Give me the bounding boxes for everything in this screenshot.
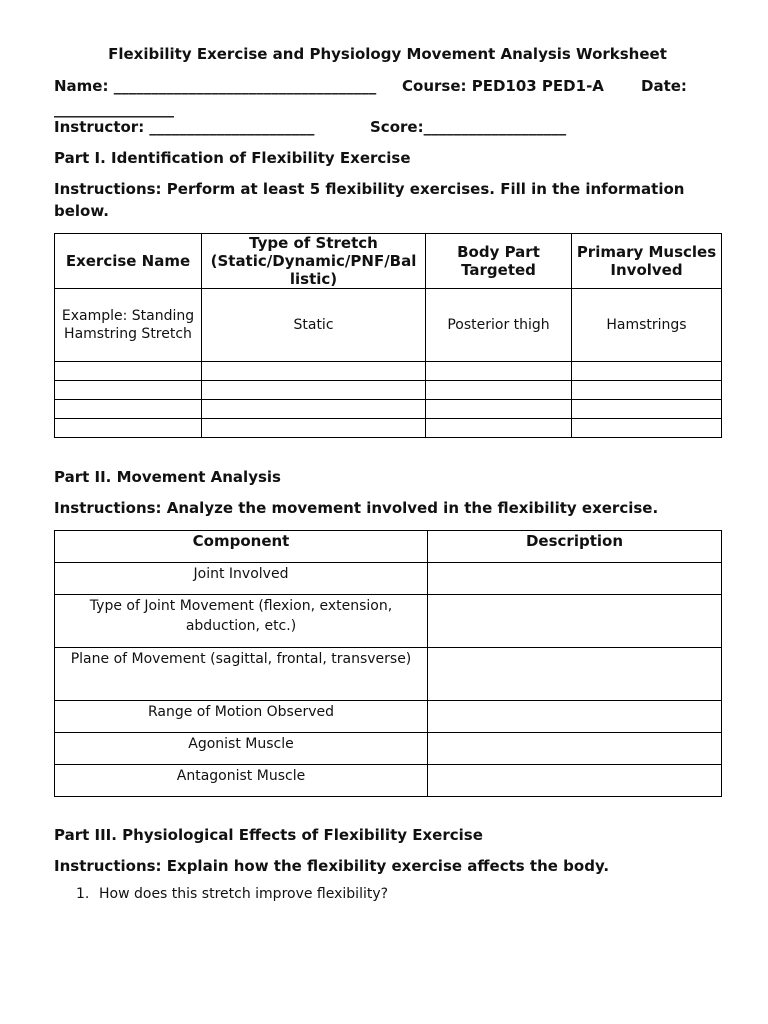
blank-cell[interactable] (55, 419, 202, 438)
table-row (55, 733, 722, 765)
blank-cell[interactable] (55, 381, 202, 400)
example-body-part: Posterior thigh (426, 289, 572, 362)
blank-cell[interactable] (426, 419, 572, 438)
column-header-description: Description (428, 531, 722, 563)
blank-cell[interactable] (202, 419, 426, 438)
name-field: Name: ___________________________________ (54, 77, 377, 95)
component-joint-involved: Joint Involved (55, 563, 428, 595)
list-item (76, 886, 388, 902)
exercise-identification-table (54, 233, 722, 438)
table-header-row (55, 234, 722, 289)
column-header-body-part: Body Part Targeted (426, 234, 572, 289)
table-row (55, 381, 722, 400)
description-cell[interactable] (428, 733, 722, 765)
component-joint-movement: Type of Joint Movement (flexion, extension, abduction, etc.) (55, 595, 428, 648)
question-text: How does this stretch improve flexibility? (99, 886, 389, 902)
instructor-field: Instructor: ______________________ (54, 118, 315, 136)
blank-cell[interactable] (202, 400, 426, 419)
blank-cell[interactable] (426, 362, 572, 381)
description-cell[interactable] (428, 648, 722, 701)
table-header-row (55, 531, 722, 563)
part2-instructions: Instructions: Analyze the movement involved in the flexibility exercise. (54, 499, 659, 517)
component-plane-of-movement: Plane of Movement (sagittal, frontal, transverse) (55, 648, 428, 701)
description-cell[interactable] (428, 595, 722, 648)
column-header-primary-muscles: Primary Muscles Involved (572, 234, 722, 289)
question-list (76, 886, 388, 902)
blank-cell[interactable] (426, 400, 572, 419)
date-label: Date: (641, 77, 687, 95)
column-header-component: Component (55, 531, 428, 563)
part1-heading: Part I. Identification of Flexibility Exercise (54, 149, 411, 167)
example-row (55, 289, 722, 362)
part2-heading: Part II. Movement Analysis (54, 468, 281, 486)
blank-cell[interactable] (572, 381, 722, 400)
description-cell[interactable] (428, 765, 722, 797)
course-label: Course: PED103 PED1-A (402, 77, 604, 95)
column-header-exercise-name: Exercise Name (55, 234, 202, 289)
score-field: Score:___________________ (370, 118, 567, 136)
table-row (55, 563, 722, 595)
component-antagonist-muscle: Antagonist Muscle (55, 765, 428, 797)
blank-cell[interactable] (55, 400, 202, 419)
part3-instructions: Instructions: Explain how the flexibility exercise affects the body. (54, 857, 610, 875)
part1-instructions-line1: Instructions: Perform at least 5 flexibility exercises. Fill in the information (54, 180, 685, 198)
example-type-of-stretch: Static (202, 289, 426, 362)
table-row (55, 765, 722, 797)
movement-analysis-table (54, 530, 722, 797)
column-header-type-of-stretch: Type of Stretch (Static/Dynamic/PNF/Bal listic) (202, 234, 426, 289)
example-primary-muscles: Hamstrings (572, 289, 722, 362)
part3-heading: Part III. Physiological Effects of Flexibility Exercise (54, 826, 483, 844)
part1-instructions-line2: below. (54, 202, 109, 220)
table-row (55, 648, 722, 701)
date-blank: ________________ (54, 100, 174, 118)
component-agonist-muscle: Agonist Muscle (55, 733, 428, 765)
description-cell[interactable] (428, 563, 722, 595)
blank-cell[interactable] (202, 362, 426, 381)
question-number: 1. (76, 886, 90, 902)
description-cell[interactable] (428, 701, 722, 733)
table-row (55, 701, 722, 733)
blank-cell[interactable] (572, 419, 722, 438)
page-title: Flexibility Exercise and Physiology Movement Analysis Worksheet (108, 45, 667, 63)
blank-cell[interactable] (55, 362, 202, 381)
table-row (55, 595, 722, 648)
blank-cell[interactable] (572, 362, 722, 381)
table-row (55, 400, 722, 419)
example-exercise-name: Example: Standing Hamstring Stretch (55, 289, 202, 362)
blank-cell[interactable] (202, 381, 426, 400)
blank-cell[interactable] (426, 381, 572, 400)
component-range-of-motion: Range of Motion Observed (55, 701, 428, 733)
table-row (55, 419, 722, 438)
table-row (55, 362, 722, 381)
blank-cell[interactable] (572, 400, 722, 419)
